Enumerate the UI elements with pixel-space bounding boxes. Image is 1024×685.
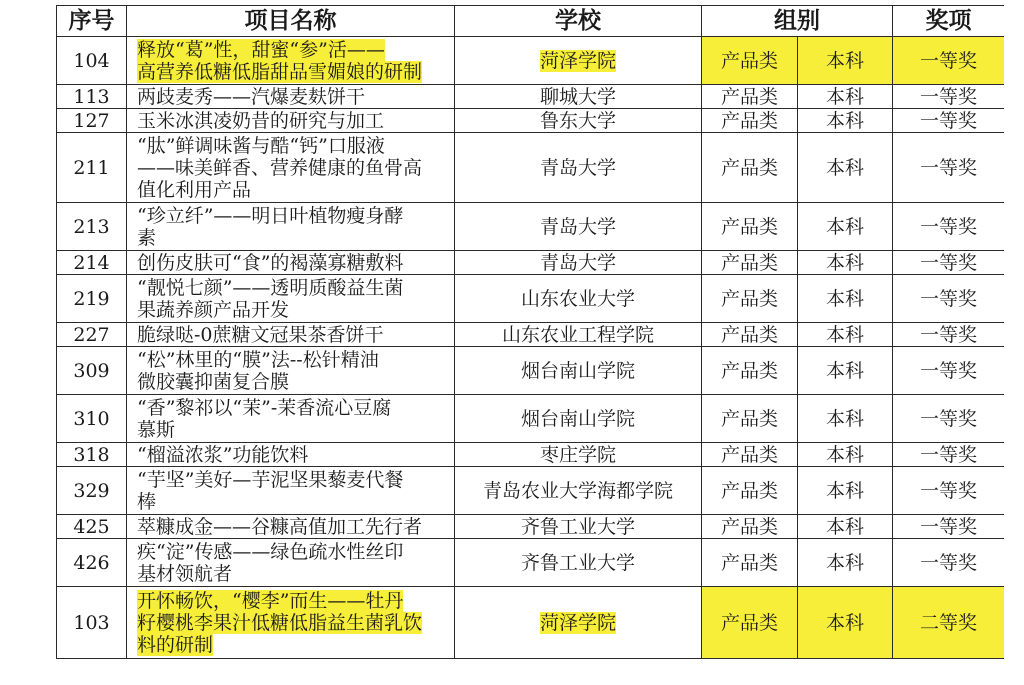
group-level-text: 本科 bbox=[825, 551, 864, 574]
row-number: 213 bbox=[57, 203, 127, 251]
school-text: 烟台南山学院 bbox=[520, 407, 635, 430]
row-number: 309 bbox=[57, 347, 127, 395]
group-level bbox=[798, 347, 893, 395]
group-level-text: 本科 bbox=[825, 407, 864, 430]
group-category bbox=[702, 539, 798, 587]
group-level bbox=[798, 109, 893, 133]
group-category-text: 产品类 bbox=[720, 215, 778, 238]
row-number: 211 bbox=[57, 133, 127, 203]
table-row bbox=[57, 133, 1005, 203]
group-category bbox=[702, 203, 798, 251]
group-category-text: 产品类 bbox=[720, 479, 778, 502]
school-text: 青岛大学 bbox=[539, 251, 616, 274]
group-category-text: 产品类 bbox=[720, 323, 778, 346]
table-row bbox=[57, 37, 1005, 85]
award bbox=[893, 251, 1005, 275]
school bbox=[455, 133, 702, 203]
row-number: 219 bbox=[57, 275, 127, 323]
project-name-line: 基材领航者 bbox=[137, 562, 233, 585]
group-category bbox=[702, 467, 798, 515]
project-name bbox=[127, 251, 455, 275]
project-name-line: 萃糠成金——谷糠高值加工先行者 bbox=[137, 515, 423, 538]
project-name-line: 微胶囊抑菌复合膜 bbox=[137, 370, 290, 393]
school-text: 鲁东大学 bbox=[539, 109, 616, 132]
award bbox=[893, 133, 1005, 203]
school bbox=[455, 347, 702, 395]
table-row bbox=[57, 443, 1005, 467]
group-category bbox=[702, 515, 798, 539]
group-level-text: 本科 bbox=[825, 515, 864, 538]
project-name-line: 玉米冰淇凌奶昔的研究与加工 bbox=[137, 109, 385, 132]
award bbox=[893, 37, 1005, 85]
school bbox=[455, 37, 702, 85]
header-num: 序号 bbox=[57, 6, 127, 37]
table-row bbox=[57, 275, 1005, 323]
group-level bbox=[798, 133, 893, 203]
award-text: 一等奖 bbox=[919, 323, 977, 346]
school-text: 齐鲁工业大学 bbox=[520, 515, 635, 538]
group-category-text: 产品类 bbox=[720, 359, 778, 382]
project-name-line: 值化利用产品 bbox=[137, 178, 252, 201]
group-level-text: 本科 bbox=[825, 251, 864, 274]
group-level bbox=[798, 251, 893, 275]
award-text: 一等奖 bbox=[919, 156, 977, 179]
group-category bbox=[702, 443, 798, 467]
group-level bbox=[798, 275, 893, 323]
project-name-line: 创伤皮肤可“食”的褐藻寡糖敷料 bbox=[137, 251, 404, 274]
group-level-text: 本科 bbox=[825, 359, 864, 382]
group-category-text: 产品类 bbox=[720, 49, 778, 72]
group-category bbox=[702, 587, 798, 659]
project-name bbox=[127, 443, 455, 467]
school-text: 聊城大学 bbox=[539, 85, 616, 108]
awards-table bbox=[56, 5, 1004, 659]
award-text: 一等奖 bbox=[919, 515, 977, 538]
school bbox=[455, 443, 702, 467]
school bbox=[455, 467, 702, 515]
project-name bbox=[127, 467, 455, 515]
award-text: 一等奖 bbox=[919, 85, 977, 108]
project-name-line: “松”林里的“膜”法--松针精油 bbox=[137, 348, 379, 371]
group-category bbox=[702, 109, 798, 133]
award-text: 一等奖 bbox=[919, 251, 977, 274]
project-name-line: ——味美鲜香、营养健康的鱼骨高 bbox=[137, 156, 423, 179]
group-level-text: 本科 bbox=[825, 479, 864, 502]
award-text: 二等奖 bbox=[919, 611, 977, 634]
project-name-line: “肽”鲜调味酱与酷“钙”口服液 bbox=[137, 134, 385, 157]
school bbox=[455, 323, 702, 347]
award bbox=[893, 109, 1005, 133]
school-text: 青岛农业大学海都学院 bbox=[482, 479, 673, 502]
school bbox=[455, 203, 702, 251]
project-name-line: 疾“淀”传感——绿色疏水性丝印 bbox=[137, 540, 404, 563]
project-name bbox=[127, 323, 455, 347]
group-category-text: 产品类 bbox=[720, 611, 778, 634]
group-category bbox=[702, 395, 798, 443]
project-name-line: “芋坚”美好—芋泥坚果藜麦代餐 bbox=[137, 468, 404, 491]
award bbox=[893, 443, 1005, 467]
project-name-line: 开怀畅饮，“樱李”而生——牡丹 bbox=[137, 589, 404, 612]
award bbox=[893, 539, 1005, 587]
row-number: 113 bbox=[57, 85, 127, 109]
header-group: 组别 bbox=[702, 6, 893, 37]
group-category bbox=[702, 323, 798, 347]
award-text: 一等奖 bbox=[919, 407, 977, 430]
table-row bbox=[57, 587, 1005, 659]
row-number: 214 bbox=[57, 251, 127, 275]
table-row bbox=[57, 467, 1005, 515]
project-name-line: “靓悦七颜”——透明质酸益生菌 bbox=[137, 276, 404, 299]
project-name bbox=[127, 85, 455, 109]
award bbox=[893, 275, 1005, 323]
group-category-text: 产品类 bbox=[720, 251, 778, 274]
project-name-line: 两歧麦秀——汽爆麦麸饼干 bbox=[137, 85, 366, 108]
group-level bbox=[798, 37, 893, 85]
school-text: 菏泽学院 bbox=[539, 611, 616, 634]
school bbox=[455, 109, 702, 133]
group-category-text: 产品类 bbox=[720, 156, 778, 179]
school-text: 山东农业工程学院 bbox=[501, 323, 654, 346]
group-level-text: 本科 bbox=[825, 323, 864, 346]
award-text: 一等奖 bbox=[919, 359, 977, 382]
project-name-line: “榴溢浓浆”功能饮料 bbox=[137, 443, 309, 466]
school bbox=[455, 395, 702, 443]
group-category-text: 产品类 bbox=[720, 551, 778, 574]
project-name bbox=[127, 109, 455, 133]
award-text: 一等奖 bbox=[919, 443, 977, 466]
project-name-line: “珍立纤”——明日叶植物瘦身酵 bbox=[137, 204, 404, 227]
group-category bbox=[702, 275, 798, 323]
row-number: 318 bbox=[57, 443, 127, 467]
table-row bbox=[57, 395, 1005, 443]
project-name-line: 果蔬养颜产品开发 bbox=[137, 298, 290, 321]
table-row bbox=[57, 347, 1005, 395]
school-text: 山东农业大学 bbox=[520, 287, 635, 310]
group-level bbox=[798, 515, 893, 539]
project-name-line: 料的研制 bbox=[137, 633, 214, 656]
group-category bbox=[702, 251, 798, 275]
project-name-line: 释放“葛”性，甜蜜“参”活—— bbox=[137, 38, 385, 61]
row-number: 329 bbox=[57, 467, 127, 515]
group-category-text: 产品类 bbox=[720, 407, 778, 430]
project-name-line: 素 bbox=[137, 226, 157, 249]
project-name bbox=[127, 515, 455, 539]
row-number: 425 bbox=[57, 515, 127, 539]
award-text: 一等奖 bbox=[919, 215, 977, 238]
school-text: 齐鲁工业大学 bbox=[520, 551, 635, 574]
project-name bbox=[127, 37, 455, 85]
award-text: 一等奖 bbox=[919, 479, 977, 502]
school-text: 枣庄学院 bbox=[539, 443, 616, 466]
project-name bbox=[127, 347, 455, 395]
group-category-text: 产品类 bbox=[720, 85, 778, 108]
table-row bbox=[57, 251, 1005, 275]
award-text: 一等奖 bbox=[919, 109, 977, 132]
school bbox=[455, 539, 702, 587]
group-level bbox=[798, 587, 893, 659]
group-level-text: 本科 bbox=[825, 611, 864, 634]
group-category-text: 产品类 bbox=[720, 443, 778, 466]
project-name-line: 慕斯 bbox=[137, 418, 176, 441]
group-level bbox=[798, 203, 893, 251]
project-name-line: 籽樱桃李果汁低糖低脂益生菌乳饮 bbox=[137, 611, 423, 634]
group-category bbox=[702, 347, 798, 395]
table-row bbox=[57, 323, 1005, 347]
row-number: 104 bbox=[57, 37, 127, 85]
award bbox=[893, 323, 1005, 347]
school bbox=[455, 275, 702, 323]
row-number: 127 bbox=[57, 109, 127, 133]
row-number: 227 bbox=[57, 323, 127, 347]
group-category bbox=[702, 37, 798, 85]
award-text: 一等奖 bbox=[919, 49, 977, 72]
project-name bbox=[127, 587, 455, 659]
school bbox=[455, 85, 702, 109]
row-number: 310 bbox=[57, 395, 127, 443]
awards-table-sheet bbox=[56, 5, 1004, 685]
row-number: 103 bbox=[57, 587, 127, 659]
group-level-text: 本科 bbox=[825, 85, 864, 108]
school-text: 青岛大学 bbox=[539, 156, 616, 179]
group-category-text: 产品类 bbox=[720, 515, 778, 538]
school bbox=[455, 251, 702, 275]
header-school: 学校 bbox=[455, 6, 702, 37]
group-level bbox=[798, 443, 893, 467]
award bbox=[893, 395, 1005, 443]
header-name: 项目名称 bbox=[127, 6, 455, 37]
group-level bbox=[798, 467, 893, 515]
table-row bbox=[57, 109, 1005, 133]
header-award: 奖项 bbox=[893, 6, 1005, 37]
school bbox=[455, 515, 702, 539]
group-category bbox=[702, 85, 798, 109]
header-row bbox=[57, 6, 1005, 37]
award-text: 一等奖 bbox=[919, 287, 977, 310]
school-text: 烟台南山学院 bbox=[520, 359, 635, 382]
project-name bbox=[127, 133, 455, 203]
project-name-line: “香”黎祁以“茉”-茉香流心豆腐 bbox=[137, 396, 392, 419]
school-text: 菏泽学院 bbox=[539, 49, 616, 72]
table-row bbox=[57, 203, 1005, 251]
table-row bbox=[57, 85, 1005, 109]
group-level bbox=[798, 323, 893, 347]
group-level-text: 本科 bbox=[825, 287, 864, 310]
school bbox=[455, 587, 702, 659]
group-level-text: 本科 bbox=[825, 49, 864, 72]
award bbox=[893, 587, 1005, 659]
group-level-text: 本科 bbox=[825, 156, 864, 179]
group-category-text: 产品类 bbox=[720, 287, 778, 310]
award bbox=[893, 203, 1005, 251]
table-body bbox=[57, 37, 1005, 659]
project-name bbox=[127, 203, 455, 251]
project-name bbox=[127, 275, 455, 323]
group-category-text: 产品类 bbox=[720, 109, 778, 132]
project-name bbox=[127, 395, 455, 443]
project-name bbox=[127, 539, 455, 587]
project-name-line: 脆绿哒-0蔗糖文冠果茶香饼干 bbox=[137, 323, 384, 346]
group-level bbox=[798, 85, 893, 109]
group-level-text: 本科 bbox=[825, 215, 864, 238]
row-number: 426 bbox=[57, 539, 127, 587]
award bbox=[893, 85, 1005, 109]
group-level bbox=[798, 539, 893, 587]
project-name-line: 高营养低糖低脂甜品雪媚娘的研制 bbox=[137, 60, 423, 83]
group-level-text: 本科 bbox=[825, 109, 864, 132]
group-category bbox=[702, 133, 798, 203]
project-name-line: 棒 bbox=[137, 490, 157, 513]
award bbox=[893, 467, 1005, 515]
award bbox=[893, 347, 1005, 395]
table-row bbox=[57, 539, 1005, 587]
group-level bbox=[798, 395, 893, 443]
school-text: 青岛大学 bbox=[539, 215, 616, 238]
award bbox=[893, 515, 1005, 539]
award-text: 一等奖 bbox=[919, 551, 977, 574]
table-row bbox=[57, 515, 1005, 539]
group-level-text: 本科 bbox=[825, 443, 864, 466]
